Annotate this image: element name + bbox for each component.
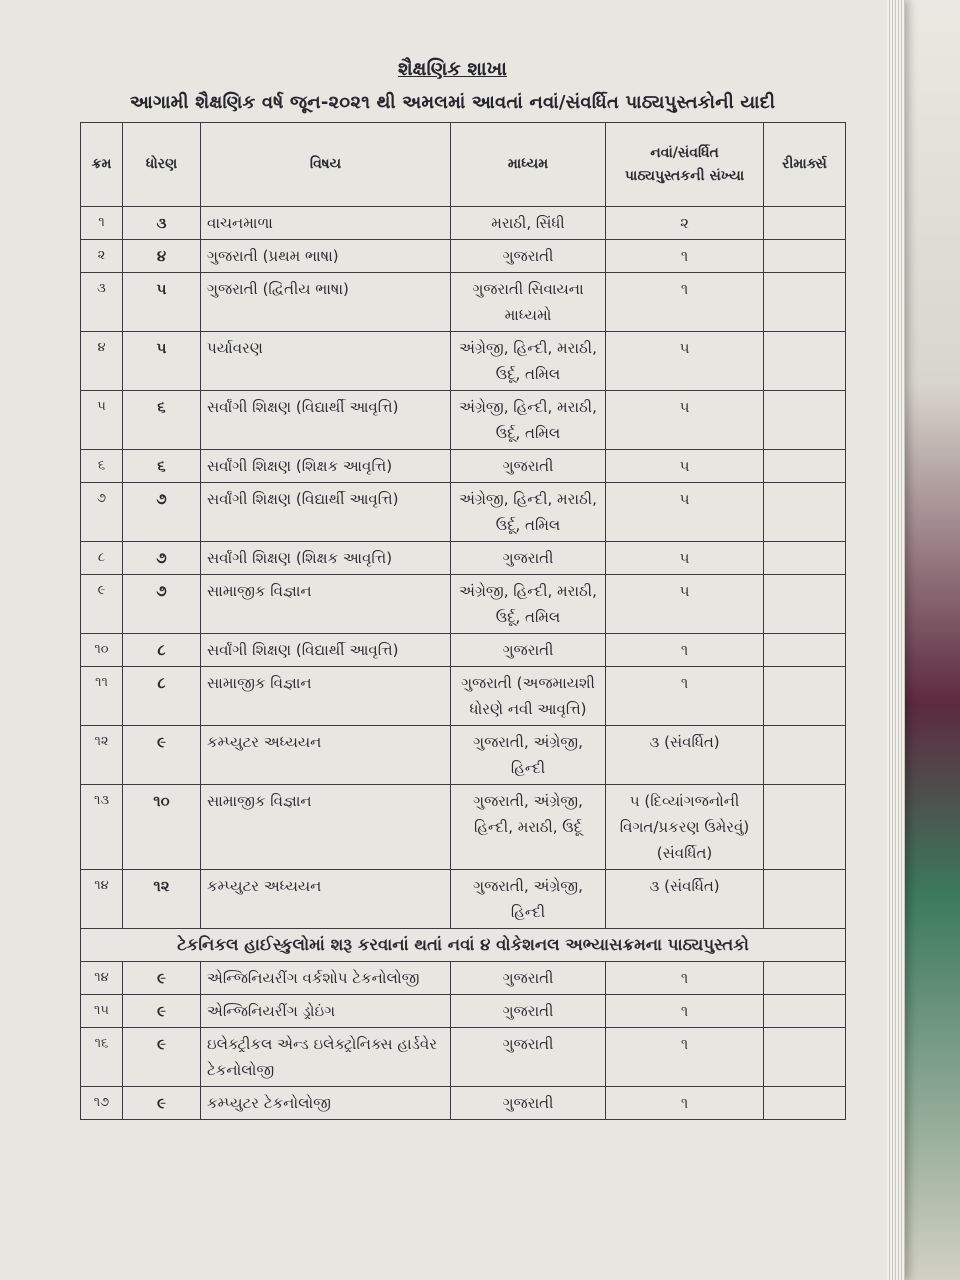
standard-cell: ૬ — [123, 391, 201, 450]
count-cell: ૧ — [606, 962, 764, 995]
medium-cell: ગુજરાતી — [451, 634, 606, 667]
subject-cell: કમ્પ્યુટર ટેકનોલોજી — [201, 1087, 451, 1120]
table-row — [81, 575, 846, 634]
technical-section-title: ટેકનિકલ હાઈસ્કુલોમાં શરૂ કરવાનાં થતાં નવાં ૪ વોકેશનલ અભ્યાસક્રમના પાઠ્યપુસ્તકો — [81, 929, 846, 962]
standard-cell: ૩ — [123, 207, 201, 240]
medium-cell: ગુજરાતી — [451, 1087, 606, 1120]
remarks-cell — [764, 542, 846, 575]
col-medium-header: માધ્યમ — [451, 123, 606, 207]
remarks-cell — [764, 575, 846, 634]
table-row — [81, 273, 846, 332]
remarks-cell — [764, 995, 846, 1028]
standard-cell: ૭ — [123, 575, 201, 634]
standard-cell: ૮ — [123, 667, 201, 726]
remarks-cell — [764, 870, 846, 929]
standard-cell: ૭ — [123, 483, 201, 542]
medium-cell: ગુજરાતી, અંગ્રેજી, હિન્દી — [451, 870, 606, 929]
standard-cell: ૫ — [123, 273, 201, 332]
count-cell: ૫ — [606, 483, 764, 542]
count-cell: ૩ (સંવર્ધિત) — [606, 726, 764, 785]
remarks-cell — [764, 962, 846, 995]
subject-cell: સામાજીક વિજ્ઞાન — [201, 785, 451, 870]
subject-cell: સામાજીક વિજ્ઞાન — [201, 575, 451, 634]
stacked-sheets-edge — [887, 0, 905, 1280]
subject-cell: કમ્પ્યુટર અધ્યયન — [201, 870, 451, 929]
medium-cell: ગુજરાતી, અંગ્રેજી, હિન્દી — [451, 726, 606, 785]
count-cell: ૫ — [606, 391, 764, 450]
col-standard-header: ધોરણ — [123, 123, 201, 207]
remarks-cell — [764, 332, 846, 391]
remarks-cell — [764, 785, 846, 870]
remarks-cell — [764, 391, 846, 450]
table-row — [81, 483, 846, 542]
medium-cell: ગુજરાતી — [451, 240, 606, 273]
medium-cell: અંગ્રેજી, હિન્દી, મરાઠી, ઉર્દૂ, તમિલ — [451, 575, 606, 634]
serial-cell: ૧૫ — [81, 995, 123, 1028]
medium-cell: અંગ્રેજી, હિન્દી, મરાઠી, ઉર્દૂ, તમિલ — [451, 332, 606, 391]
table-row — [81, 870, 846, 929]
subject-cell: સામાજીક વિજ્ઞાન — [201, 667, 451, 726]
textbook-table — [80, 122, 846, 1120]
serial-cell: ૫ — [81, 391, 123, 450]
count-cell: ૫ (દિવ્યાંગજનોની વિગત/પ્રકરણ ઉમેરવું) (સંવર્ધિત) — [606, 785, 764, 870]
standard-cell: ૯ — [123, 995, 201, 1028]
table-row — [81, 995, 846, 1028]
count-cell: ૧ — [606, 240, 764, 273]
serial-cell: ૩ — [81, 273, 123, 332]
medium-cell: ગુજરાતી (અજમાયશી ધોરણે નવી આવૃત્તિ) — [451, 667, 606, 726]
remarks-cell — [764, 667, 846, 726]
medium-cell: ગુજરાતી, અંગ્રેજી, હિન્દી, મરાઠી, ઉર્દૂ — [451, 785, 606, 870]
subject-cell: કમ્પ્યુટર અધ્યયન — [201, 726, 451, 785]
col-serial-header: ક્રમ — [81, 123, 123, 207]
serial-cell: ૯ — [81, 575, 123, 634]
standard-cell: ૪ — [123, 240, 201, 273]
count-cell: ૧ — [606, 634, 764, 667]
col-subject-header: વિષય — [201, 123, 451, 207]
medium-cell: અંગ્રેજી, હિન્દી, મરાઠી, ઉર્દૂ, તમિલ — [451, 483, 606, 542]
standard-cell: ૯ — [123, 726, 201, 785]
serial-cell: ૧૪ — [81, 870, 123, 929]
serial-cell: ૧ — [81, 207, 123, 240]
medium-cell: ગુજરાતી સિવાયના માધ્યમો — [451, 273, 606, 332]
remarks-cell — [764, 1028, 846, 1087]
col-remarks-header: રીમાર્ક્સ — [764, 123, 846, 207]
standard-cell: ૯ — [123, 962, 201, 995]
count-cell: ૫ — [606, 332, 764, 391]
subject-cell: સર્વાંગી શિક્ષણ (વિદ્યાર્થી આવૃત્તિ) — [201, 483, 451, 542]
standard-cell: ૯ — [123, 1087, 201, 1120]
serial-cell: ૨ — [81, 240, 123, 273]
subject-cell: સર્વાંગી શિક્ષણ (વિદ્યાર્થી આવૃત્તિ) — [201, 391, 451, 450]
serial-cell: ૧૭ — [81, 1087, 123, 1120]
remarks-cell — [764, 450, 846, 483]
subject-cell: સર્વાંગી શિક્ષણ (શિક્ષક આવૃત્તિ) — [201, 450, 451, 483]
medium-cell: ગુજરાતી — [451, 995, 606, 1028]
subject-cell: પર્યાવરણ — [201, 332, 451, 391]
table-row — [81, 240, 846, 273]
col-count-header: નવાં/સંવર્ધિત પાઠ્યપુસ્તકની સંખ્યા — [606, 123, 764, 207]
serial-cell: ૪ — [81, 332, 123, 391]
subject-cell: એન્જિનિયરીંગ વર્કશોપ ટેકનોલોજી — [201, 962, 451, 995]
remarks-cell — [764, 273, 846, 332]
table-row — [81, 1087, 846, 1120]
subject-cell: સર્વાંગી શિક્ષણ (વિદ્યાર્થી આવૃત્તિ) — [201, 634, 451, 667]
table-header-row — [81, 123, 846, 207]
standard-cell: ૮ — [123, 634, 201, 667]
table-row — [81, 332, 846, 391]
table-row — [81, 667, 846, 726]
serial-cell: ૭ — [81, 483, 123, 542]
serial-cell: ૧૪ — [81, 962, 123, 995]
subject-cell: ઇલેક્ટ્રીકલ એન્ડ ઇલેક્ટ્રોનિક્સ હાર્ડવેર ટેકનોલોજી — [201, 1028, 451, 1087]
serial-cell: ૧૩ — [81, 785, 123, 870]
medium-cell: મરાઠી, સિંધી — [451, 207, 606, 240]
remarks-cell — [764, 726, 846, 785]
count-cell: ૫ — [606, 575, 764, 634]
standard-cell: ૧૦ — [123, 785, 201, 870]
standard-cell: ૬ — [123, 450, 201, 483]
table-row — [81, 962, 846, 995]
subject-cell: ગુજરાતી (દ્વિતીય ભાષા) — [201, 273, 451, 332]
technical-section-row — [81, 929, 846, 962]
table-row — [81, 634, 846, 667]
medium-cell: ગુજરાતી — [451, 962, 606, 995]
subject-cell: સર્વાંગી શિક્ષણ (શિક્ષક આવૃત્તિ) — [201, 542, 451, 575]
list-title: આગામી શૈક્ષણિક વર્ષ જૂન-૨૦૨૧ થી અમલમાં આવતાં નવાં/સંવર્ધિત પાઠ્યપુસ્તકોની યાદી — [129, 92, 776, 113]
subject-cell: ગુજરાતી (પ્રથમ ભાષા) — [201, 240, 451, 273]
medium-cell: અંગ્રેજી, હિન્દી, મરાઠી, ઉર્દૂ, તમિલ — [451, 391, 606, 450]
table-row — [81, 207, 846, 240]
table-row — [81, 785, 846, 870]
count-cell: ૧ — [606, 1087, 764, 1120]
serial-cell: ૧૬ — [81, 1028, 123, 1087]
count-cell: ૩ (સંવર્ધિત) — [606, 870, 764, 929]
department-title: શૈક્ષણિક શાખા — [398, 58, 507, 80]
medium-cell: ગુજરાતી — [451, 1028, 606, 1087]
table-row — [81, 726, 846, 785]
serial-cell: ૧૦ — [81, 634, 123, 667]
remarks-cell — [764, 483, 846, 542]
table-row — [81, 1028, 846, 1087]
standard-cell: ૯ — [123, 1028, 201, 1087]
serial-cell: ૧૧ — [81, 667, 123, 726]
count-cell: ૫ — [606, 542, 764, 575]
subject-cell: વાચનમાળા — [201, 207, 451, 240]
count-cell: ૧ — [606, 1028, 764, 1087]
table-row — [81, 391, 846, 450]
medium-cell: ગુજરાતી — [451, 450, 606, 483]
count-cell: ૫ — [606, 450, 764, 483]
table-row — [81, 542, 846, 575]
standard-cell: ૭ — [123, 542, 201, 575]
standard-cell: ૧૨ — [123, 870, 201, 929]
remarks-cell — [764, 1087, 846, 1120]
count-cell: ૧ — [606, 273, 764, 332]
remarks-cell — [764, 634, 846, 667]
table-row — [81, 450, 846, 483]
serial-cell: ૮ — [81, 542, 123, 575]
medium-cell: ગુજરાતી — [451, 542, 606, 575]
serial-cell: ૬ — [81, 450, 123, 483]
remarks-cell — [764, 207, 846, 240]
serial-cell: ૧૨ — [81, 726, 123, 785]
subject-cell: એન્જિનિયરીંગ ડ્રોઇંગ — [201, 995, 451, 1028]
count-cell: ૧ — [606, 667, 764, 726]
count-cell: ૧ — [606, 995, 764, 1028]
count-cell: ૨ — [606, 207, 764, 240]
remarks-cell — [764, 240, 846, 273]
standard-cell: ૫ — [123, 332, 201, 391]
